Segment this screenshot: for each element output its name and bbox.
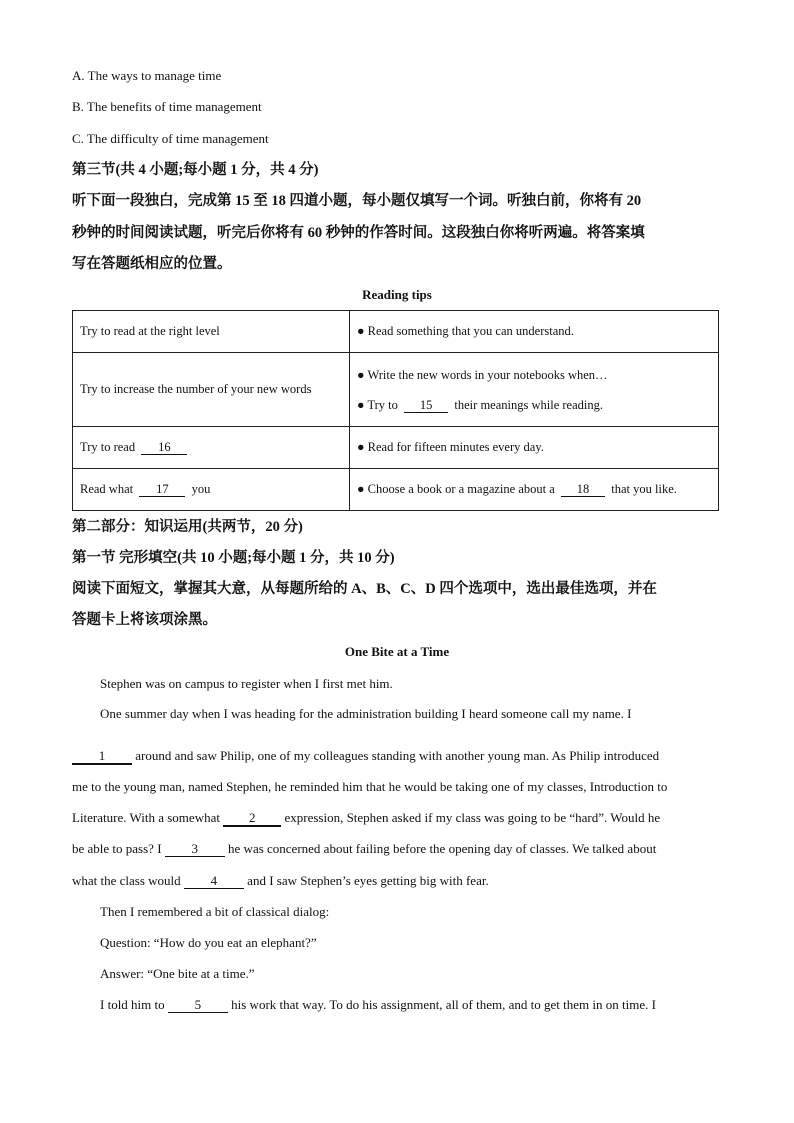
table-title: Reading tips (362, 287, 432, 302)
section3-instruction-1: 听下面一段独白，完成第 15 至 18 四道小题，每小题仅填写一个词。听独白前，你将有 20 (72, 193, 642, 209)
passage-line: One summer day when I was heading for the administration building I heard someone call my name. I (100, 706, 632, 721)
part2-instruction-1: 阅读下面短文，掌握其大意，从每题所给的 A、B、C、D 四个选项中，选出最佳选项，并在 (72, 581, 657, 597)
tip-detail: that you like. (611, 482, 677, 496)
table-row (73, 469, 719, 511)
tip-detail: ● Read for fifteen minutes every day. (357, 440, 544, 454)
passage-text: I told him to (100, 997, 165, 1012)
passage-line (72, 873, 722, 889)
part2-section1-heading: 第一节 完形填空(共 10 小题;每小题 1 分，共 10 分) (72, 550, 395, 566)
passage-line (72, 748, 722, 765)
cloze-blank-4[interactable]: 4 (184, 874, 244, 889)
cloze-blank-3[interactable]: 3 (165, 842, 225, 857)
section3-instruction-2: 秒钟的时间阅读试题，听完后你将有 60 秒钟的作答时间。这段独白你将听两遍。将答案填 (72, 225, 645, 241)
passage-text: be able to pass? I (72, 841, 162, 856)
section3-instruction-3: 写在答题纸相应的位置。 (72, 256, 232, 272)
table-row (73, 311, 719, 353)
table-row (73, 427, 719, 469)
tip-label: Try to read at the right level (80, 324, 220, 338)
option-a: A. The ways to manage time (72, 68, 222, 83)
tip-label: you (191, 482, 211, 496)
cloze-blank-1[interactable]: 1 (72, 749, 132, 765)
passage-line (72, 841, 722, 857)
answer-blank-16[interactable]: 16 (141, 440, 187, 455)
cloze-blank-5[interactable]: 5 (168, 998, 228, 1013)
table-cell (73, 427, 350, 469)
option-c: C. The difficulty of time management (72, 131, 269, 146)
passage-line: Then I remembered a bit of classical dialog: (100, 904, 330, 919)
answer-blank-15[interactable]: 15 (404, 398, 448, 413)
table-row (73, 353, 719, 427)
passage-line: Question: “How do you eat an elephant?” (100, 935, 317, 950)
table-cell (73, 353, 350, 427)
passage-text: what the class would (72, 873, 181, 888)
passage-text: his work that way. To do his assignment, all of them, and to get them in on time. I (231, 997, 656, 1012)
passage-line: Stephen was on campus to register when I first met him. (100, 676, 393, 691)
passage-text: and I saw Stephen’s eyes getting big with fear. (247, 873, 489, 888)
passage-line (100, 997, 750, 1013)
section3-heading: 第三节(共 4 小题;每小题 1 分，共 4 分) (72, 162, 319, 178)
table-cell (73, 469, 350, 511)
part2-heading: 第二部分：知识运用(共两节，20 分) (72, 519, 303, 535)
table-cell (350, 311, 719, 353)
passage-line (72, 810, 722, 827)
passage-text: he was concerned about failing before the opening day of classes. We talked about (228, 841, 657, 856)
passage-text: Literature. With a somewhat (72, 810, 220, 825)
answer-blank-17[interactable]: 17 (139, 482, 185, 497)
option-b: B. The benefits of time management (72, 99, 262, 114)
tip-text: their meanings while reading. (454, 397, 603, 412)
passage-text: around and saw Philip, one of my colleagues standing with another young man. As Philip introduced (135, 748, 660, 763)
passage-text: expression, Stephen asked if my class was going to be “hard”. Would he (284, 810, 661, 825)
table-cell (73, 311, 350, 353)
table-cell (350, 469, 719, 511)
cloze-blank-2[interactable]: 2 (223, 811, 281, 827)
table-cell (350, 427, 719, 469)
tip-detail: ● Read something that you can understand. (357, 324, 574, 338)
answer-blank-18[interactable]: 18 (561, 482, 605, 497)
tip-label: Try to read (80, 440, 136, 454)
tip-label: Read what (80, 482, 134, 496)
tip-label: Try to increase the number of your new words (80, 382, 312, 396)
passage-title: One Bite at a Time (344, 644, 450, 659)
tip-detail: ● Choose a book or a magazine about a (357, 482, 555, 496)
reading-tips-table (72, 310, 719, 511)
part2-instruction-2: 答题卡上将该项涂黑。 (72, 612, 217, 628)
passage-line: me to the young man, named Stephen, he reminded him that he would be taking one of my classes, Introduction to (72, 779, 668, 794)
tip-detail (357, 390, 711, 420)
table-cell (350, 353, 719, 427)
passage-line: Answer: “One bite at a time.” (100, 966, 255, 981)
tip-text: ● Try to (357, 397, 398, 412)
tip-detail: ● Write the new words in your notebooks when… (357, 367, 608, 382)
